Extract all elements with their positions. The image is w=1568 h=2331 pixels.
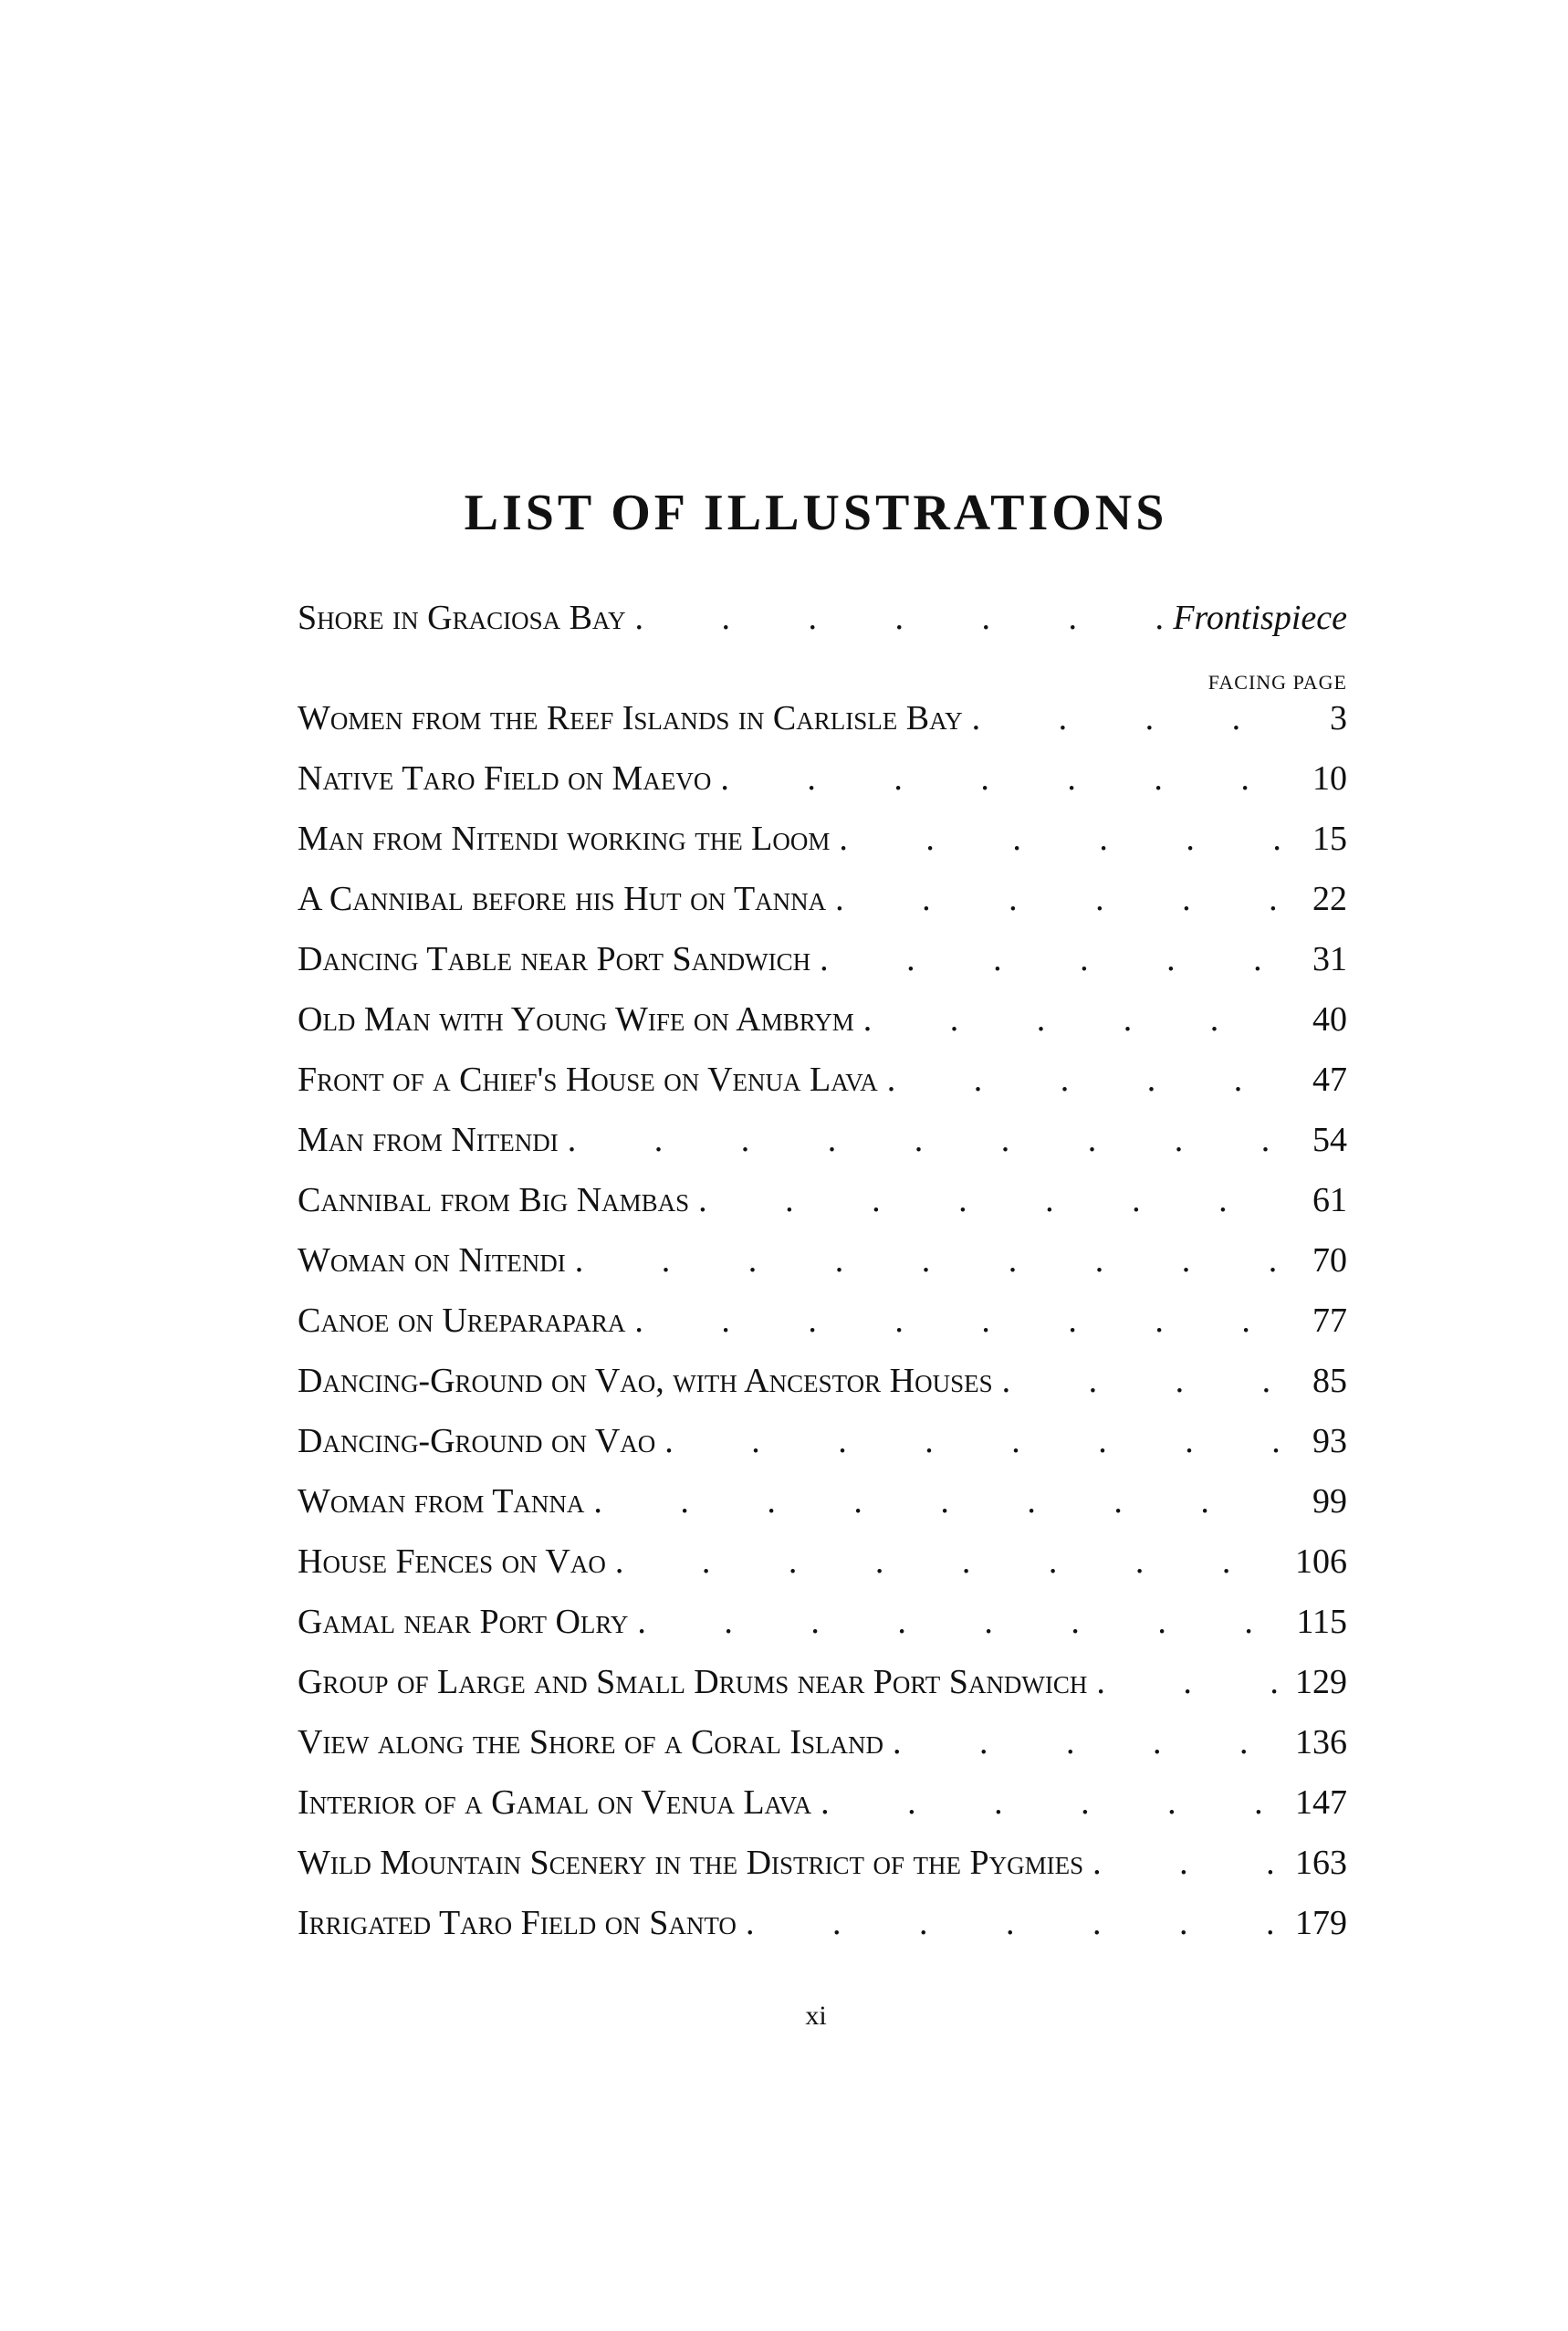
entry-page: 70 (1312, 1241, 1347, 1280)
entry-page: 31 (1312, 940, 1347, 978)
entry-title: View along the Shore of a Coral Island (298, 1723, 884, 1761)
entry-title: Dancing Table near Port Sandwich (298, 940, 811, 978)
entry-page: 47 (1312, 1061, 1347, 1099)
frontispiece-entry (298, 598, 1347, 649)
entry-page: 115 (1296, 1603, 1347, 1641)
entry-page: 147 (1295, 1783, 1347, 1822)
entry-page: 61 (1312, 1181, 1347, 1219)
entry-title: Irrigated Taro Field on Santo (298, 1904, 737, 1942)
dot-leader (1092, 1843, 1286, 1883)
entry-title: Man from Nitendi (298, 1121, 559, 1159)
entry-page: 40 (1312, 1000, 1347, 1039)
entry-title: House Fences on Vao (298, 1542, 606, 1581)
entry-page: 22 (1312, 880, 1347, 918)
entry-title: Native Taro Field on Maevo (298, 759, 712, 798)
list-item (298, 698, 1347, 749)
dot-leader (593, 1481, 1287, 1521)
entry-page: 77 (1312, 1301, 1347, 1340)
entry-page: 163 (1295, 1844, 1347, 1882)
entry-title: A Cannibal before his Hut on Tanna (298, 880, 827, 918)
entry-title: Man from Nitendi working the Loom (298, 820, 831, 858)
list-item (298, 1903, 1347, 1954)
entry-title: Canoe on Ureparapara (298, 1301, 626, 1340)
entry-title: Shore in Graciosa Bay (298, 599, 626, 637)
dot-leader (972, 698, 1287, 738)
list-item (298, 879, 1347, 930)
dot-leader (887, 1060, 1287, 1100)
entry-title: Dancing-Ground on Vao, with Ancestor Houses (298, 1362, 993, 1400)
entry-title: Wild Mountain Scenery in the District of the Pygmies (298, 1844, 1084, 1882)
dot-leader (720, 758, 1287, 799)
entry-page: 179 (1295, 1904, 1347, 1942)
page-title: LIST OF ILLUSTRATIONS (464, 485, 1168, 541)
entry-title: Interior of a Gamal on Venua Lava (298, 1783, 812, 1822)
list-item (298, 819, 1347, 870)
list-item (298, 999, 1347, 1051)
entry-page: 54 (1312, 1121, 1347, 1159)
entry-page: 93 (1312, 1422, 1347, 1460)
list-item (298, 758, 1347, 810)
dot-leader (634, 1301, 1287, 1341)
entry-page: Frontispiece (1173, 599, 1347, 637)
dot-leader (863, 999, 1287, 1040)
list-item (298, 1602, 1347, 1653)
entry-title: Gamal near Port Olry (298, 1603, 629, 1641)
dot-leader (839, 819, 1287, 859)
entry-page: 136 (1295, 1723, 1347, 1761)
entry-title: Woman on Nitendi (298, 1241, 566, 1280)
list-item (298, 1240, 1347, 1291)
entry-title: Woman from Tanna (298, 1482, 585, 1521)
entry-title: Dancing-Ground on Vao (298, 1422, 656, 1460)
entry-page: 129 (1295, 1663, 1347, 1701)
list-item (298, 1421, 1347, 1472)
list-item (298, 1843, 1347, 1894)
entry-page: 10 (1312, 759, 1347, 798)
dot-leader (698, 1180, 1287, 1220)
entry-title: Old Man with Young Wife on Ambrym (298, 1000, 854, 1039)
dot-leader (893, 1722, 1286, 1762)
dot-leader (575, 1240, 1287, 1280)
entry-page: 15 (1312, 820, 1347, 858)
list-item (298, 1662, 1347, 1713)
entry-title: Cannibal from Big Nambas (298, 1181, 690, 1219)
list-item (298, 939, 1347, 990)
entry-title: Front of a Chief's House on Venua Lava (298, 1061, 878, 1099)
list-item (298, 1782, 1347, 1834)
dot-leader (746, 1903, 1286, 1943)
dot-leader (1096, 1662, 1286, 1702)
dot-leader (664, 1421, 1287, 1461)
facing-page-label: FACING PAGE (1207, 671, 1347, 694)
dot-leader (637, 1602, 1287, 1642)
list-item (298, 1301, 1347, 1352)
list-item (298, 1361, 1347, 1412)
list-item (298, 1542, 1347, 1593)
list-item (298, 1060, 1347, 1111)
dot-leader (835, 879, 1287, 919)
entry-page: 85 (1312, 1362, 1347, 1400)
dot-leader (1002, 1361, 1287, 1401)
dot-leader (820, 939, 1287, 979)
dot-leader (821, 1782, 1286, 1823)
entry-title: Group of Large and Small Drums near Port Sandwich (298, 1663, 1088, 1701)
entry-page: 106 (1295, 1542, 1347, 1581)
dot-leader (634, 598, 1164, 638)
page-folio: xi (805, 2001, 827, 2031)
list-item (298, 1120, 1347, 1171)
list-item (298, 1481, 1347, 1532)
dot-leader (568, 1120, 1287, 1160)
list-item (298, 1180, 1347, 1231)
list-item (298, 1722, 1347, 1773)
entry-title: Women from the Reef Islands in Carlisle Bay (298, 699, 963, 737)
entry-page: 3 (1330, 699, 1347, 737)
dot-leader (615, 1542, 1286, 1582)
entry-page: 99 (1312, 1482, 1347, 1521)
